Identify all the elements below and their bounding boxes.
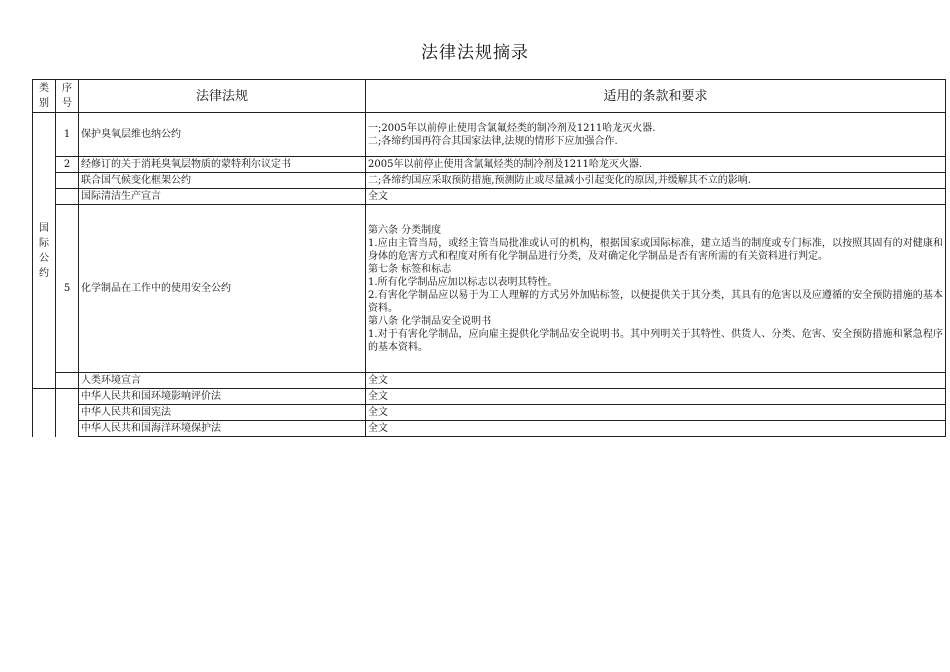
table-header-row — [33, 80, 946, 113]
seq-cell — [56, 389, 79, 437]
header-category: 类别 — [33, 80, 56, 113]
table-row — [33, 389, 946, 405]
law-cell: 联合国气候变化框架公约 — [79, 173, 366, 189]
category-label: 国际公约 — [39, 222, 49, 279]
seq-cell: 2 — [56, 157, 79, 173]
law-cell: 国际清洁生产宣言 — [79, 189, 366, 205]
table-row — [33, 157, 946, 173]
table-row — [33, 113, 946, 157]
header-seq: 序号 — [56, 80, 79, 113]
law-cell: 保护臭氧层维也纳公约 — [79, 113, 366, 157]
table-row — [33, 373, 946, 389]
category-cell — [33, 389, 56, 437]
header-requirement: 适用的条款和要求 — [366, 80, 946, 113]
law-cell: 经修订的关于消耗臭氧层物质的蒙特利尔议定书 — [79, 157, 366, 173]
table-row — [33, 205, 946, 373]
seq-cell: 5 — [56, 205, 79, 373]
law-cell: 化学制品在工作中的使用安全公约 — [79, 205, 366, 373]
table-row — [33, 189, 946, 205]
category-cell — [33, 113, 56, 389]
law-table — [32, 79, 946, 437]
law-cell: 人类环境宣言 — [79, 373, 366, 389]
requirement-cell: 全文 — [366, 389, 946, 405]
table-row — [33, 173, 946, 189]
seq-cell: 1 — [56, 113, 79, 157]
law-cell: 中华人民共和国环境影响评价法 — [79, 389, 366, 405]
table-row — [33, 421, 946, 437]
requirement-cell: 2005年以前停止使用含氯氟烃类的制冷剂及1211哈龙灭火器. — [366, 157, 946, 173]
seq-cell — [56, 189, 79, 205]
seq-cell — [56, 373, 79, 389]
requirement-cell: 一;2005年以前停止使用含氯氟烃类的制冷剂及1211哈龙灭火器. 二;各缔约国再符合其国家法律,法规的情形下应加强合作. — [366, 113, 946, 157]
law-cell: 中华人民共和国海洋环境保护法 — [79, 421, 366, 437]
requirement-cell: 第六条 分类制度 1.应由主管当局，或经主管当局批准或认可的机构，根据国家或国际标准，建立适当的制度或专门标准，以按照其固有的对健康和身体的危害方式和程度对所有化学制品进行分类，及对确定化学制品是否有害所需的有关资料进行判定。 第七条 标签和标志 1.所有化学制品应加以标志以表明其特性。 2.有害化学制品应以易于为工人理解的方式另外加贴标签，以便提供关于其分类，其具有的危害以及应遵循的安全预防措施的基本资料。 第八条 化学制品安全说明书 1.对于有害化学制品，应向雇主提供化学制品安全说明书。其中列明关于其特性、供货人、分类、危害、安全预防措施和紧急程序的基本资料。 — [366, 205, 946, 373]
page-title: 法律法规摘录 — [421, 43, 529, 63]
seq-cell — [56, 173, 79, 189]
requirement-cell: 全文 — [366, 405, 946, 421]
requirement-cell: 二;各缔约国应采取预防措施,预测防止或尽量减小引起变化的原因,并缓解其不立的影响. — [366, 173, 946, 189]
table-row — [33, 405, 946, 421]
requirement-cell: 全文 — [366, 373, 946, 389]
requirement-cell: 全文 — [366, 421, 946, 437]
header-law: 法律法规 — [79, 80, 366, 113]
requirement-cell: 全文 — [366, 189, 946, 205]
law-cell: 中华人民共和国宪法 — [79, 405, 366, 421]
